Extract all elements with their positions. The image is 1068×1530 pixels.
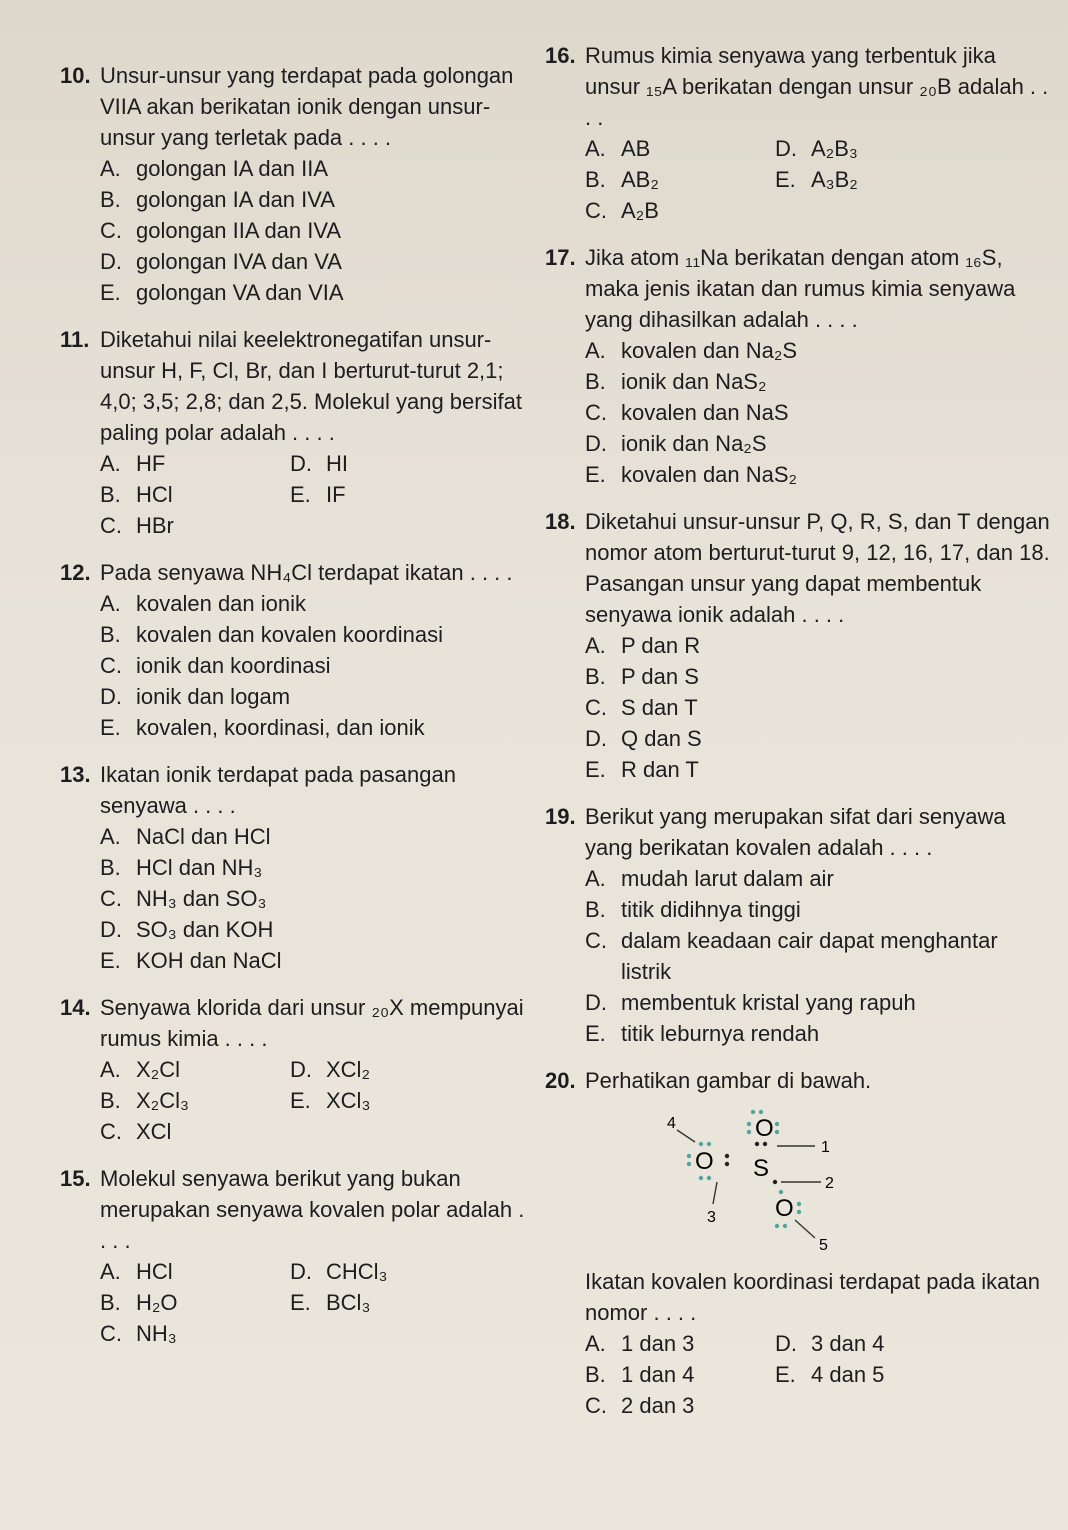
option-a[interactable]: A. 1 dan 3 (585, 1331, 695, 1356)
option-c[interactable]: C. 2 dan 3 (585, 1393, 695, 1418)
question-text: Berikut yang merupakan sifat dari senyawa yang berikatan kovalen adalah . . . . (585, 804, 1006, 860)
option-b[interactable]: B. HCl dan NH₃ (100, 855, 263, 880)
option-b[interactable]: B. HCl (100, 482, 173, 507)
question-number: 19. (545, 804, 576, 829)
option-e[interactable]: E. A₃B₂ (775, 167, 858, 192)
option-c[interactable]: C. XCl (100, 1119, 172, 1144)
option-e[interactable]: E. 4 dan 5 (775, 1362, 885, 1387)
question-17 (545, 242, 1050, 490)
options-grid (60, 1054, 530, 1147)
option-d[interactable]: D. SO₃ dan KOH (100, 917, 274, 942)
question-text: Pada senyawa NH₄Cl terdapat ikatan . . . . (100, 560, 513, 585)
options-grid (60, 1256, 530, 1349)
option-c[interactable]: C. NH₃ dan SO₃ (100, 886, 267, 911)
option-e[interactable]: E. XCl₃ (290, 1088, 371, 1113)
option-a[interactable]: A. P dan R (585, 633, 701, 658)
option-d[interactable]: D. golongan IVA dan VA (100, 249, 342, 274)
right-column (545, 40, 1050, 1437)
question-11 (60, 324, 530, 541)
question-number: 11. (60, 327, 90, 352)
question-number: 15. (60, 1166, 91, 1191)
question-14 (60, 992, 530, 1147)
question-13 (60, 759, 530, 976)
option-b[interactable]: B. titik didihnya tinggi (585, 897, 801, 922)
option-a[interactable]: A. X₂Cl (100, 1057, 180, 1082)
option-c[interactable]: C. S dan T (585, 695, 698, 720)
option-d[interactable]: D. membentuk kristal yang rapuh (585, 990, 916, 1015)
option-d[interactable]: D. ionik dan Na₂S (585, 431, 767, 456)
question-text: Rumus kimia senyawa yang terbentuk jika unsur ₁₅A berikatan dengan unsur ₂₀B adalah . . . . (585, 43, 1049, 130)
option-d[interactable]: D. CHCl₃ (290, 1259, 388, 1284)
option-a[interactable]: A. mudah larut dalam air (585, 866, 834, 891)
question-text: Diketahui nilai keelektronegatifan unsur-unsur H, F, Cl, Br, dan I berturut-turut 2,1; 4,0; 3,5; 2,8; dan 2,5. Molekul yang bersifat paling polar adalah . . . . (100, 327, 522, 445)
question-number: 10. (60, 63, 91, 88)
option-e[interactable]: E. golongan VA dan VIA (100, 280, 344, 305)
option-b[interactable]: B. ionik dan NaS₂ (585, 369, 767, 394)
question-10 (60, 60, 530, 308)
option-d[interactable]: D. ionik dan logam (100, 684, 291, 709)
atom-top-oxygen: O (755, 1115, 774, 1142)
question-15 (60, 1163, 530, 1349)
option-e[interactable]: E. IF (290, 482, 346, 507)
option-c[interactable]: C. A₂B (585, 198, 659, 223)
question-number: 12. (60, 560, 91, 585)
question-19 (545, 801, 1050, 1049)
bond-label-5: 5 (819, 1237, 828, 1254)
option-d[interactable]: D. HI (290, 451, 348, 476)
lewis-diagram-svg (665, 1104, 865, 1254)
question-number: 20. (545, 1068, 576, 1093)
bond-label-2: 2 (825, 1175, 834, 1192)
question-16 (545, 40, 1050, 226)
question-12 (60, 557, 530, 743)
electron-dots-shared (725, 1142, 777, 1184)
option-c[interactable]: C. kovalen dan NaS (585, 400, 789, 425)
question-number: 13. (60, 762, 91, 787)
left-column (60, 60, 530, 1365)
option-a[interactable]: A. AB (585, 136, 651, 161)
atom-left-oxygen: O (695, 1148, 714, 1175)
question-text: Molekul senyawa berikut yang bukan merupakan senyawa kovalen polar adalah . . . . (100, 1166, 525, 1253)
question-text: Jika atom ₁₁Na berikatan dengan atom ₁₆S, maka jenis ikatan dan rumus kimia senyawa yang dihasilkan adalah . . . . (585, 245, 1016, 332)
option-a[interactable]: A. HF (100, 451, 166, 476)
option-e[interactable]: E. kovalen, koordinasi, dan ionik (100, 715, 425, 740)
question-number: 14. (60, 995, 91, 1020)
option-e[interactable]: E. titik leburnya rendah (585, 1021, 820, 1046)
options-grid (60, 448, 530, 541)
option-b[interactable]: B. golongan IA dan IVA (100, 187, 335, 212)
option-c[interactable]: C. golongan IIA dan IVA (100, 218, 342, 243)
option-a[interactable]: A. golongan IA dan IIA (100, 156, 329, 181)
bond-label-4: 4 (667, 1115, 676, 1132)
option-d[interactable]: D. Q dan S (585, 726, 702, 751)
question-18 (545, 506, 1050, 785)
bond-label-3: 3 (707, 1209, 716, 1226)
option-c[interactable]: C. NH₃ (100, 1321, 177, 1346)
option-a[interactable]: A. HCl (100, 1259, 173, 1284)
atom-bottom-oxygen: O (775, 1195, 794, 1222)
option-d[interactable]: D. A₂B₃ (775, 136, 858, 161)
question-text: Diketahui unsur-unsur P, Q, R, S, dan T dengan nomor atom berturut-turut 9, 12, 16, 17, dan 18. Pasangan unsur yang dapat membentuk senyawa ionik adalah . . . . (585, 509, 1050, 627)
question-stem: Ikatan kovalen koordinasi terdapat pada ikatan nomor . . . . (585, 1269, 1040, 1325)
option-c[interactable]: C. HBr (100, 513, 174, 538)
option-b[interactable]: B. P dan S (585, 664, 699, 689)
option-e[interactable]: E. R dan T (585, 757, 699, 782)
question-20 (545, 1065, 1050, 1421)
option-b[interactable]: B. AB₂ (585, 167, 659, 192)
option-c[interactable]: C. ionik dan koordinasi (100, 653, 331, 678)
option-c[interactable]: C. dalam keadaan cair dapat menghantar listrik (585, 928, 998, 984)
option-e[interactable]: E. kovalen dan NaS₂ (585, 462, 798, 487)
option-b[interactable]: B. 1 dan 4 (585, 1362, 695, 1387)
option-a[interactable]: A. NaCl dan HCl (100, 824, 271, 849)
option-a[interactable]: A. kovalen dan Na₂S (585, 338, 798, 363)
question-text: Perhatikan gambar di bawah. (585, 1068, 872, 1093)
option-d[interactable]: D. XCl₂ (290, 1057, 370, 1082)
atom-center-sulfur: S (753, 1155, 770, 1182)
question-text: Unsur-unsur yang terdapat pada golongan VIIA akan berikatan ionik dengan unsur-unsur yang terletak pada . . . . (100, 63, 514, 150)
options-grid (545, 133, 1050, 226)
options-grid (545, 1328, 1050, 1421)
so3-lewis-structure-diagram (665, 1104, 1050, 1262)
option-d[interactable]: D. 3 dan 4 (775, 1331, 885, 1356)
option-a[interactable]: A. kovalen dan ionik (100, 591, 307, 616)
question-text: Senyawa klorida dari unsur ₂₀X mempunyai rumus kimia . . . . (100, 995, 524, 1051)
option-b[interactable]: B. X₂Cl₃ (100, 1088, 189, 1113)
question-number: 18. (545, 509, 576, 534)
option-b[interactable]: B. H₂O (100, 1290, 178, 1315)
question-text: Ikatan ionik terdapat pada pasangan senyawa . . . . (100, 762, 456, 818)
label-lines (677, 1130, 821, 1238)
question-number: 17. (545, 245, 576, 270)
option-e[interactable]: E. KOH dan NaCl (100, 948, 282, 973)
bond-label-1: 1 (821, 1139, 830, 1156)
question-number: 16. (545, 43, 576, 68)
option-b[interactable]: B. kovalen dan kovalen koordinasi (100, 622, 443, 647)
option-e[interactable]: E. BCl₃ (290, 1290, 371, 1315)
